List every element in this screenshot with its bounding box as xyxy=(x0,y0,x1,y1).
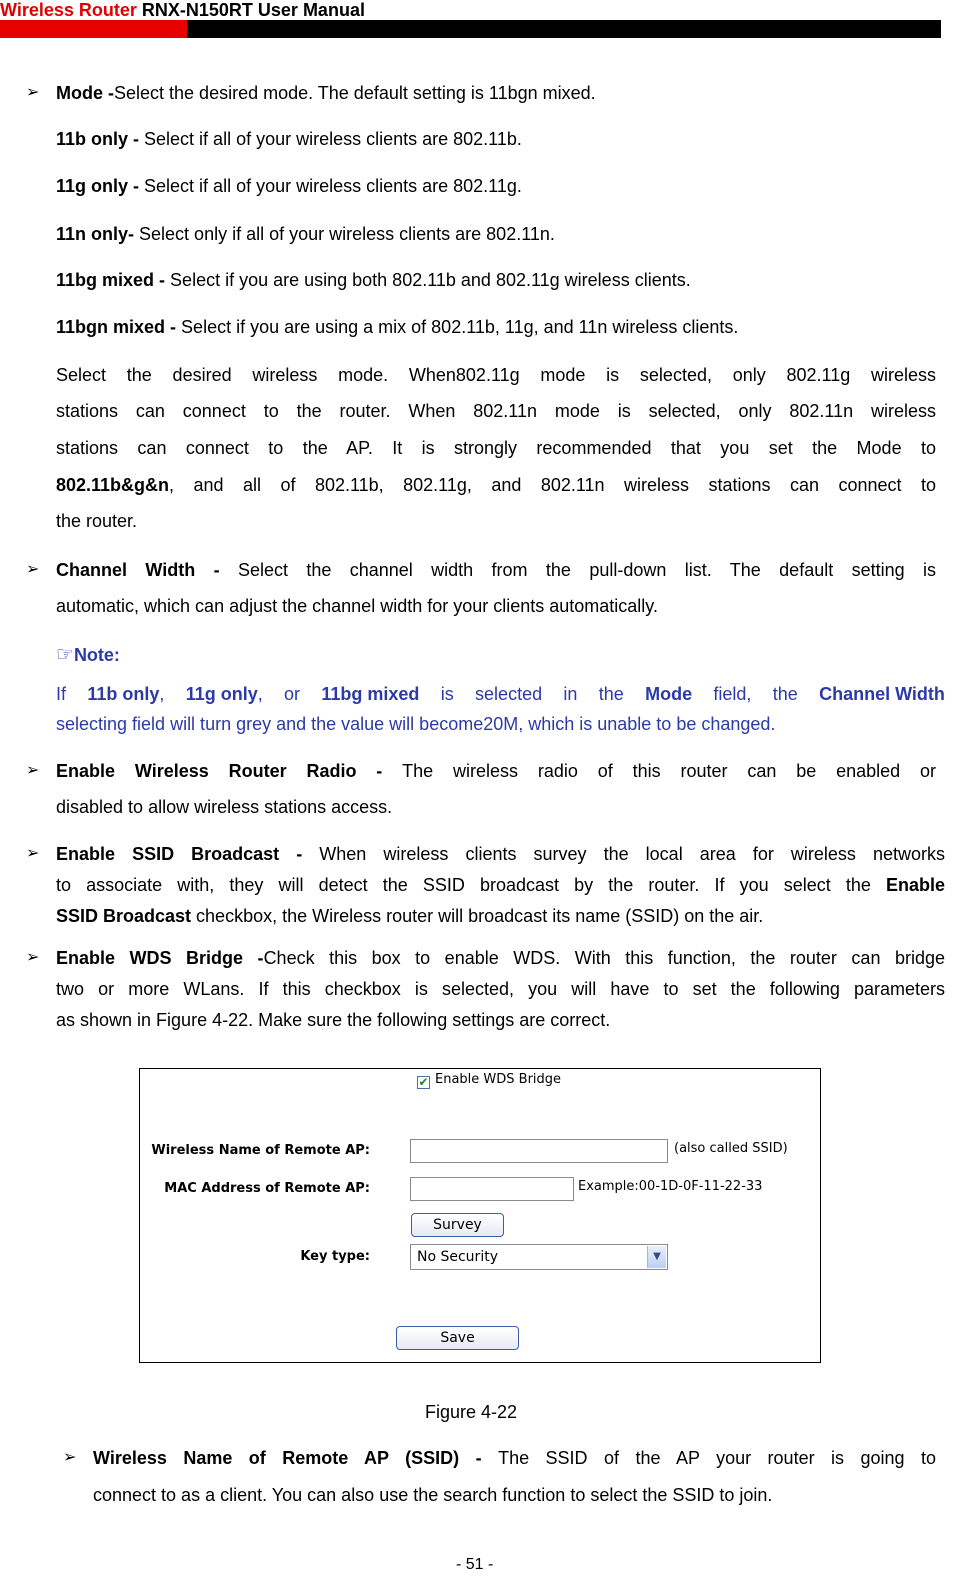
mode-heading xyxy=(56,82,596,104)
note-word: is xyxy=(440,684,454,704)
key-type-selected-value: No Security xyxy=(417,1249,498,1265)
mode-option-11bg xyxy=(56,269,691,291)
ssid-broadcast-keyword: SSID Broadcast xyxy=(56,906,192,926)
enable-wds-label: Enable WDS Bridge xyxy=(435,1072,562,1087)
mode-option-11bgn xyxy=(56,316,738,338)
mode-option-label: 11bgn mixed - xyxy=(56,317,182,337)
channel-width-line2: automatic, which can adjust the channel width for your clients automatically. xyxy=(56,596,658,616)
bullet-icon: ➢ xyxy=(26,845,40,862)
note-keyword: Channel Width xyxy=(819,684,945,704)
ssid-broadcast-text: to associate with, they will detect the SSID broadcast by the router. If you select the xyxy=(56,875,886,895)
note-keyword: 11bg mixed xyxy=(321,684,420,704)
mode-option-text: Select if you are using a mix of 802.11b, 11g, and 11n wireless clients. xyxy=(181,317,739,337)
note-word: If xyxy=(56,684,67,704)
bullet-icon: ➢ xyxy=(63,1449,77,1466)
note-keyword: Mode xyxy=(645,684,693,704)
key-type-label: Key type: xyxy=(300,1249,370,1264)
wds-settings-figure xyxy=(139,1068,821,1363)
page-number: - 51 - xyxy=(456,1556,494,1573)
radio-heading xyxy=(56,760,936,782)
note-word: , xyxy=(257,684,263,704)
mode-option-11n xyxy=(56,223,555,245)
mode-text: Select the desired mode. The default setting is 11bgn mixed. xyxy=(114,83,596,103)
remote-ap-name-label: Wireless Name of Remote AP: xyxy=(151,1143,370,1158)
remote-ssid-text: The SSID of the AP your router is going to xyxy=(498,1448,936,1468)
note-word: the xyxy=(598,684,624,704)
wds-line2: two or more WLans. If this checkbox is selected, you will have to set the following parameters xyxy=(56,979,945,999)
mode-paragraph-line: stations can connect to the AP. It is strongly recommended that you set the Mode to xyxy=(56,438,936,458)
radio-line2: disabled to allow wireless stations access. xyxy=(56,797,393,817)
header-manual-name: RNX-N150RT User Manual xyxy=(136,0,365,20)
channel-width-label: Channel Width - xyxy=(56,560,238,580)
wds-line3: as shown in Figure 4-22. Make sure the following settings are correct. xyxy=(56,1010,611,1030)
ssid-broadcast-keyword: Enable xyxy=(885,875,945,895)
ssid-broadcast-heading xyxy=(56,843,945,865)
mode-option-label: 11b only - xyxy=(56,129,145,149)
mac-example-hint: Example:00-1D-0F-11-22-33 xyxy=(578,1179,763,1194)
mode-paragraph-line xyxy=(56,474,936,496)
survey-button[interactable]: Survey xyxy=(411,1213,504,1237)
remote-ap-mac-label: MAC Address of Remote AP: xyxy=(164,1181,370,1196)
mode-option-label: 11n only- xyxy=(56,224,140,244)
key-type-select[interactable] xyxy=(410,1244,668,1270)
note-word: field, xyxy=(713,684,752,704)
remote-ssid-label: Wireless Name of Remote AP (SSID) - xyxy=(93,1448,499,1468)
channel-width-text: Select the channel width from the pull-down list. The default setting is xyxy=(237,560,936,580)
note-title: Note: xyxy=(73,645,120,665)
note-keyword: 11g only xyxy=(185,684,258,704)
channel-width-heading xyxy=(56,559,936,581)
note-line1 xyxy=(56,683,945,705)
mode-paragraph-text: , and all of 802.11b, 802.11g, and 802.11n wireless stations can connect to xyxy=(169,475,936,495)
ssid-hint: (also called SSID) xyxy=(674,1141,788,1156)
note-heading xyxy=(56,644,120,666)
figure-caption: Figure 4-22 xyxy=(425,1402,518,1422)
mode-option-label: 11g only - xyxy=(56,176,145,196)
mode-option-text: Select if you are using both 802.11b and 802.11g wireless clients. xyxy=(170,270,691,290)
mode-paragraph-line: stations can connect to the router. When 802.11n mode is selected, only 802.11n wireless xyxy=(56,401,936,421)
bullet-icon: ➢ xyxy=(26,949,40,966)
wds-text: Check this box to enable WDS. With this function, the router can bridge xyxy=(263,948,946,968)
mode-paragraph-line: Select the desired wireless mode. When802.11g mode is selected, only 802.11g wireless xyxy=(56,365,936,385)
mode-option-label: 11bg mixed - xyxy=(56,270,171,290)
mode-option-text: Select if all of your wireless clients are 802.11g. xyxy=(144,176,522,196)
note-word: or xyxy=(284,684,301,704)
mode-label: Mode - xyxy=(56,83,114,103)
bullet-icon: ➢ xyxy=(26,762,40,779)
ssid-broadcast-line3 xyxy=(56,905,763,927)
enable-wds-checkbox[interactable]: ✔ xyxy=(418,1075,429,1089)
note-word: selected xyxy=(475,684,543,704)
ssid-broadcast-label: Enable SSID Broadcast - xyxy=(56,844,320,864)
mode-paragraph-line: the router. xyxy=(56,511,138,531)
bullet-icon: ➢ xyxy=(26,84,40,101)
remote-ssid-line2: connect to as a client. You can also use the search function to select the SSID to join. xyxy=(93,1485,773,1505)
note-line2: selecting field will turn grey and the value will become20M, which is unable to be changed. xyxy=(56,714,776,734)
ssid-broadcast-line2 xyxy=(56,874,945,896)
note-word: in xyxy=(563,684,578,704)
ssid-broadcast-text: When wireless clients survey the local area for wireless networks xyxy=(319,844,945,864)
wds-label: Enable WDS Bridge - xyxy=(56,948,264,968)
remote-ssid-heading xyxy=(93,1447,936,1469)
ssid-broadcast-text: checkbox, the Wireless router will broadcast its name (SSID) on the air. xyxy=(191,906,764,926)
mode-option-text: Select if all of your wireless clients are 802.11b. xyxy=(144,129,522,149)
mode-option-11b xyxy=(56,128,522,150)
chevron-down-icon[interactable]: ▼ xyxy=(647,1246,666,1268)
note-word: the xyxy=(772,684,798,704)
note-word: , xyxy=(159,684,165,704)
radio-text: The wireless radio of this router can be enabled or xyxy=(402,761,936,781)
header-bar xyxy=(0,20,941,38)
wds-heading xyxy=(56,947,945,969)
header-title xyxy=(0,0,365,20)
bullet-icon: ➢ xyxy=(26,561,40,578)
radio-label: Enable Wireless Router Radio - xyxy=(56,761,403,781)
note-word xyxy=(186,683,263,705)
save-button[interactable]: Save xyxy=(396,1326,519,1350)
mode-recommended-value: 802.11b&g&n xyxy=(56,475,170,495)
remote-ap-name-input[interactable] xyxy=(410,1139,668,1163)
note-word xyxy=(87,683,164,705)
header-bar-accent xyxy=(0,20,187,38)
pointing-hand-icon: ☞ xyxy=(56,644,74,666)
mode-option-text: Select only if all of your wireless clients are 802.11n. xyxy=(139,224,555,244)
remote-ap-mac-input[interactable] xyxy=(410,1177,574,1201)
mode-option-11g xyxy=(56,175,522,197)
note-keyword: 11b only xyxy=(87,684,160,704)
header-brand: Wireless Router xyxy=(0,0,137,20)
